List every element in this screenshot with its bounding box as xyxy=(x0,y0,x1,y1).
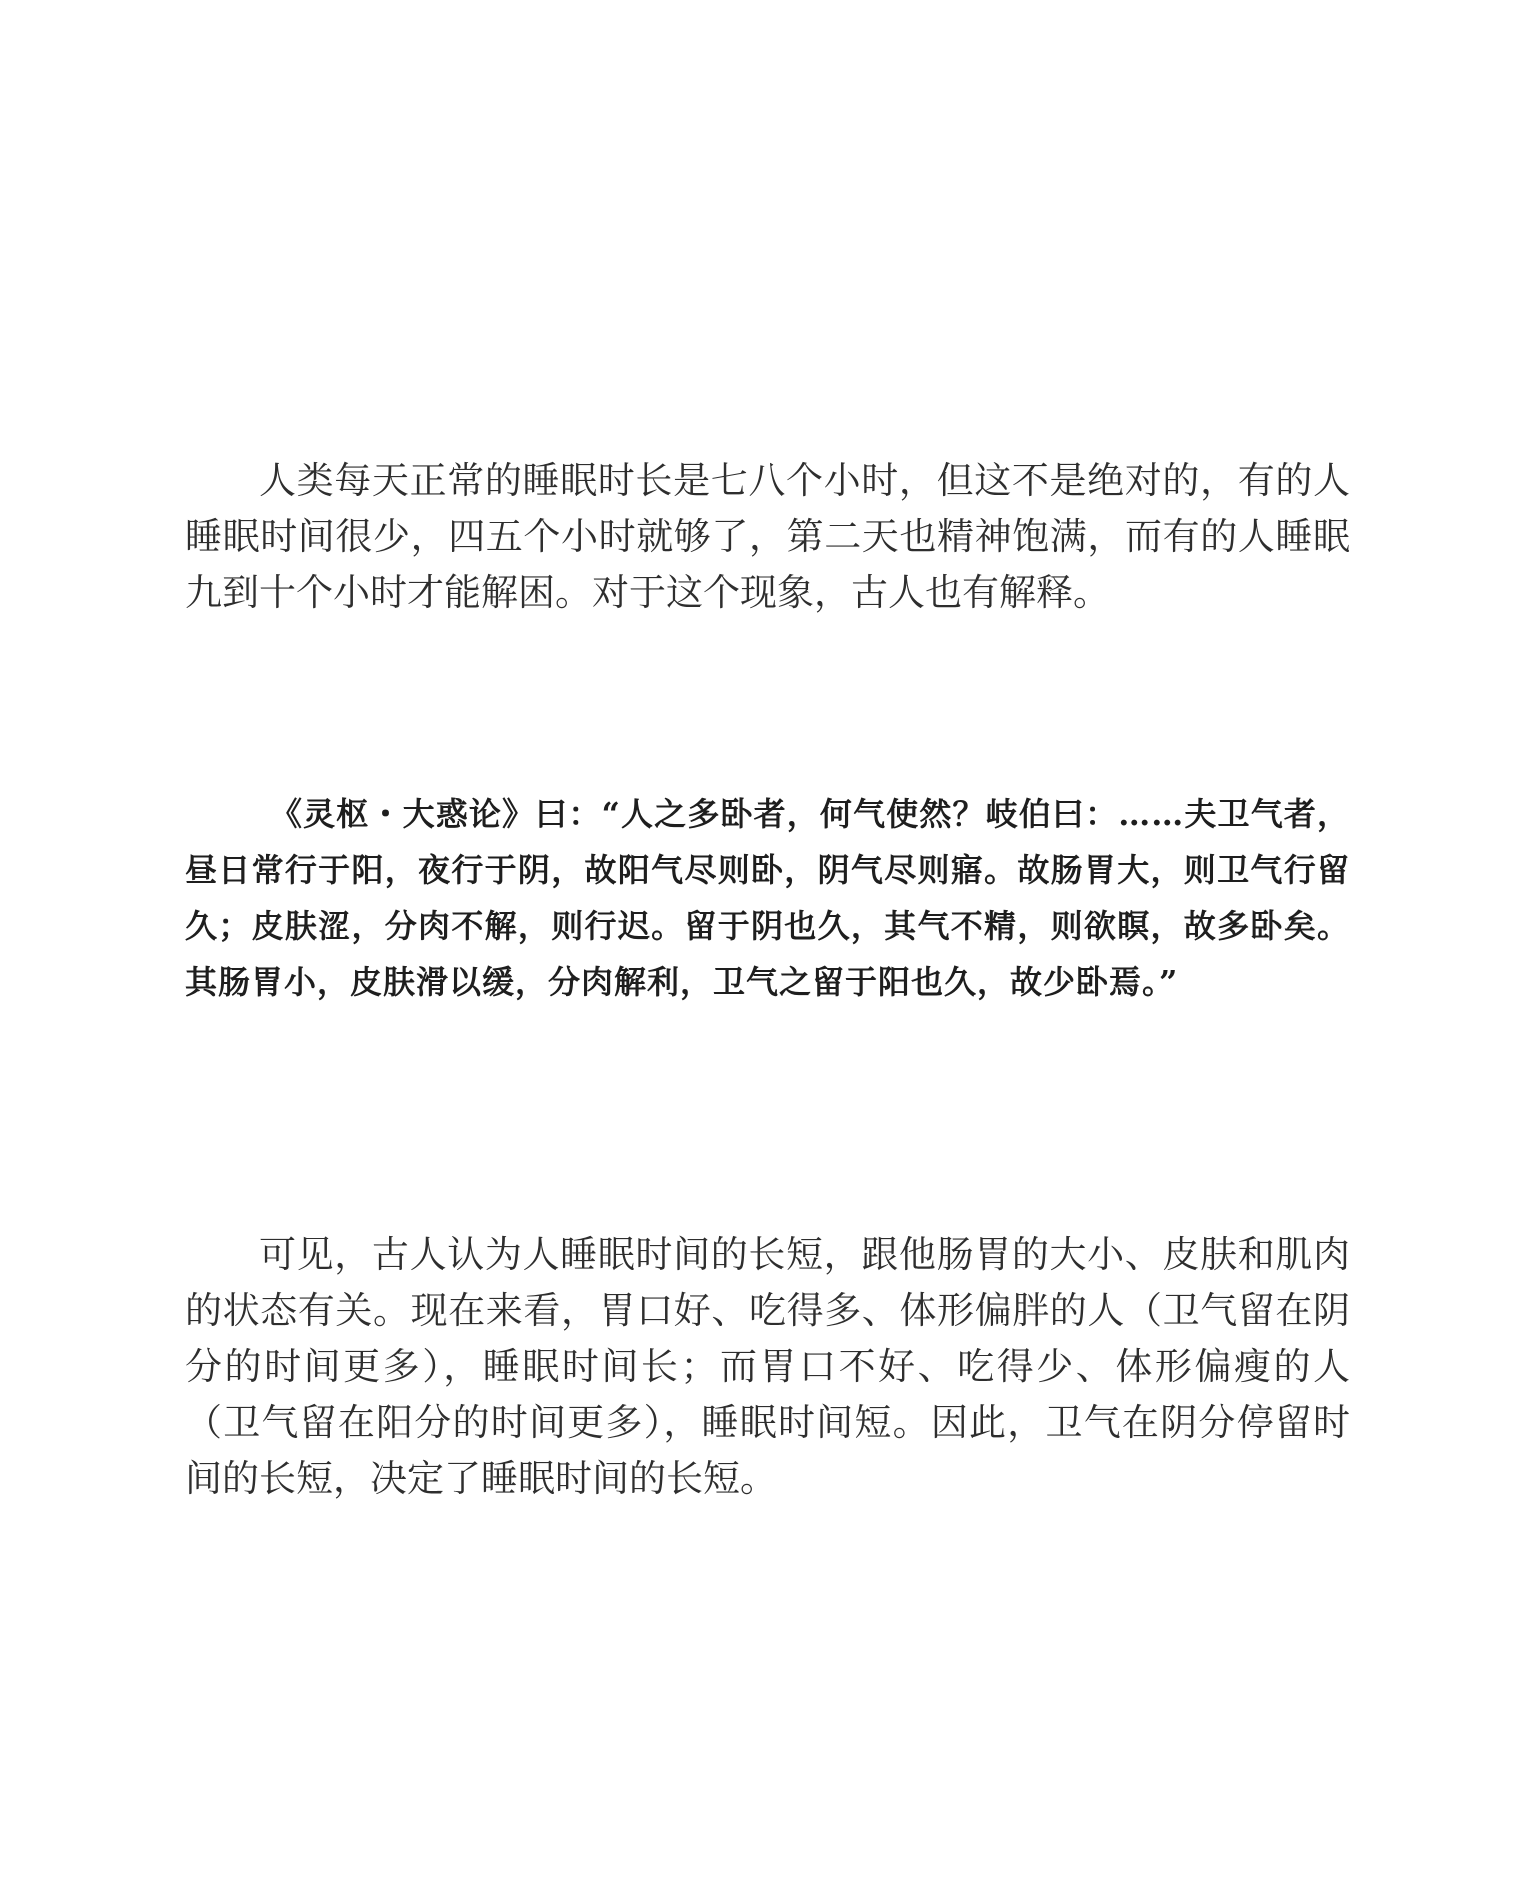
classical-quote: 《灵枢・大惑论》曰：“人之多卧者，何气使然？岐伯曰：……夫卫气者，昼日常行于阳，夜行于阴，故阳气尽则卧，阴气尽则寤。故肠胃大，则卫气行留久；皮肤涩，分肉不解，则行迟。留于阴也久，其气不精，则欲瞑，故多卧矣。其肠胃小，皮肤滑以缓，分肉解利，卫气之留于阳也久，故少卧焉。” xyxy=(185,795,1350,1001)
intro-paragraph: 人类每天正常的睡眠时长是七八个小时，但这不是绝对的，有的人睡眠时间很少，四五个小时就够了，第二天也精神饱满，而有的人睡眠九到十个小时才能解困。对于这个现象，古人也有解释。 xyxy=(185,459,1350,614)
explanation-paragraph: 可见，古人认为人睡眠时间的长短，跟他肠胃的大小、皮肤和肌肉的状态有关。现在来看，胃口好、吃得多、体形偏胖的人（卫气留在阴分的时间更多），睡眠时间长；而胃口不好、吃得少、体形偏瘦的人（卫气留在阳分的时间更多），睡眠时间短。因此，卫气在阴分停留时间的长短，决定了睡眠时间的长短。 xyxy=(185,1233,1350,1500)
